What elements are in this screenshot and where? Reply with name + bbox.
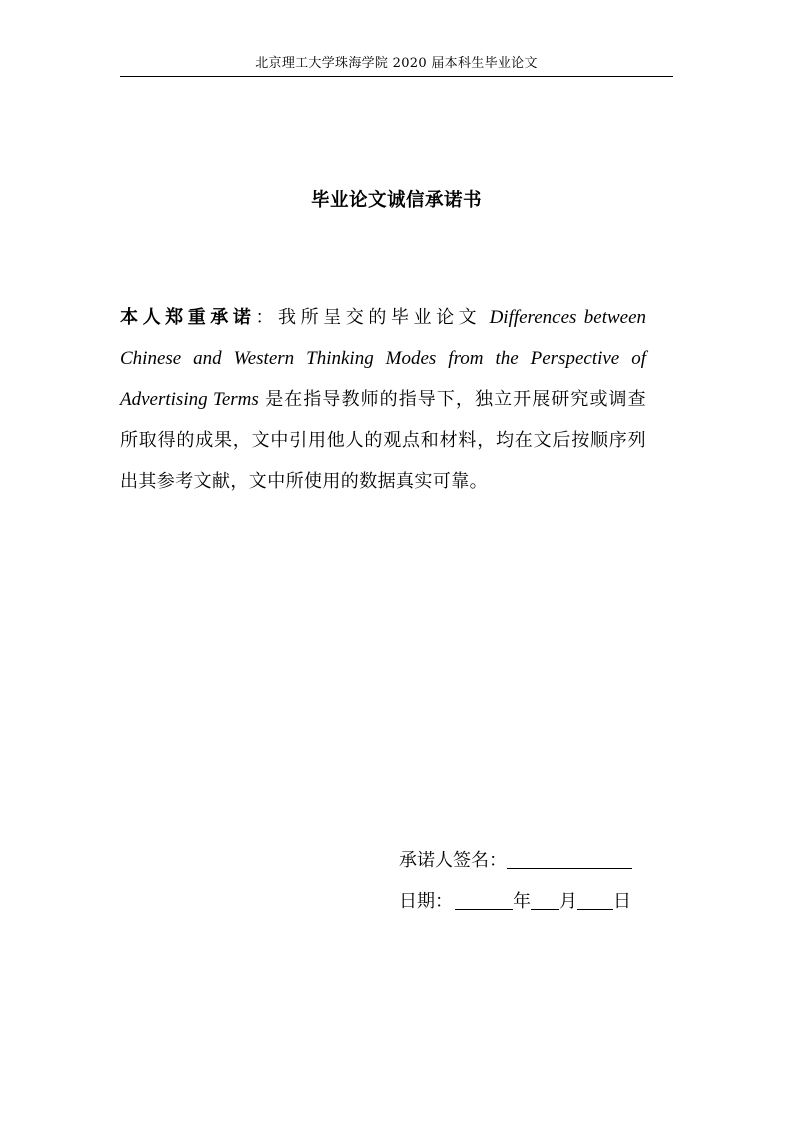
- pledge-lead-colon: ：: [255, 307, 279, 328]
- running-header: 北京理工大学珠海学院 2020 届本科生毕业论文: [255, 56, 538, 71]
- pledge-paragraph: [120, 297, 646, 502]
- document-title: 毕业论文诚信承诺书: [310, 190, 482, 211]
- header-rule: [120, 76, 673, 77]
- pledge-body: 是在指导教师的指导下，独立开展研究或调查所取得的成果，文中引用他人的观点和材料，均在文后按顺序列出其参考文献，文中所使用的数据真实可靠。: [120, 389, 646, 492]
- signature-row: [399, 840, 659, 881]
- year-blank: [455, 889, 513, 910]
- pledge-intro: 我所呈交的毕业论文: [278, 307, 482, 328]
- signature-line: [507, 848, 632, 869]
- thesis-title: Differences between Chinese and Western Thinking Modes from the Perspective of Advertising Terms: [120, 307, 647, 410]
- date-row: [399, 881, 659, 922]
- year-label: 年: [513, 891, 531, 912]
- day-label: 日: [613, 891, 631, 912]
- date-label: 日期：: [399, 891, 453, 912]
- signature-block: [399, 840, 659, 922]
- month-blank: [531, 889, 559, 910]
- month-label: 月: [559, 891, 577, 912]
- signer-label: 承诺人签名：: [399, 850, 507, 871]
- day-blank: [577, 889, 613, 910]
- pledge-lead: 本人郑重承诺: [120, 307, 256, 328]
